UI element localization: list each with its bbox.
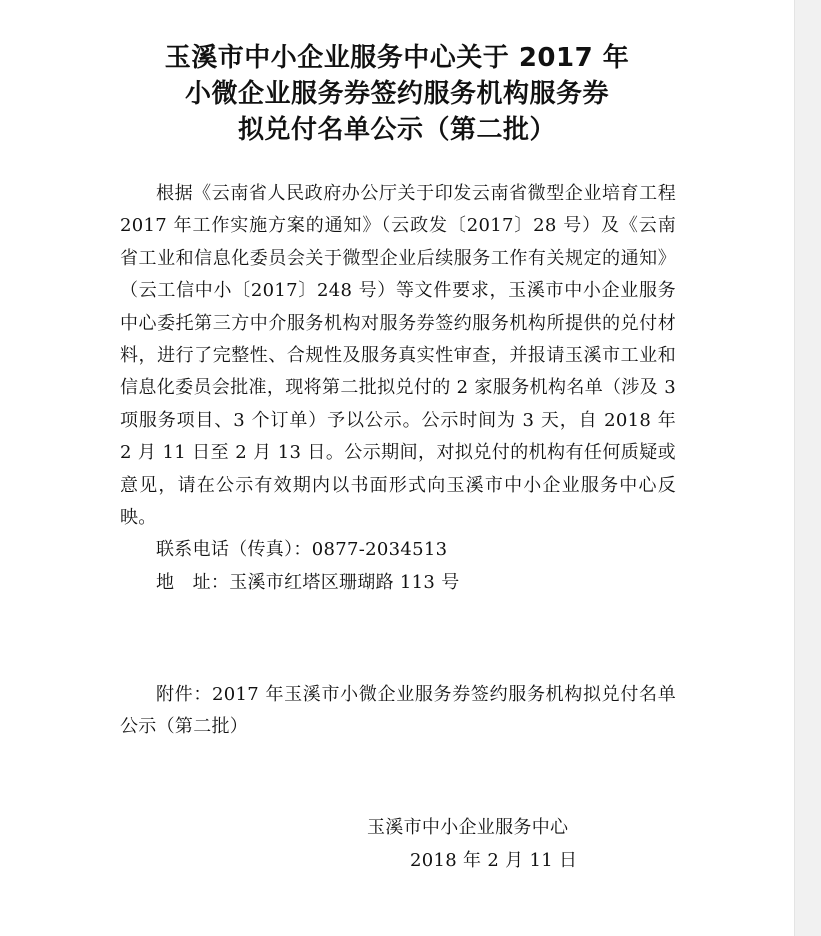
title-line-1: 玉溪市中小企业服务中心关于 2017 年 — [164, 43, 630, 73]
document-body — [120, 178, 676, 599]
scrollbar-track[interactable] — [794, 0, 821, 936]
signature-organization: 玉溪市中小企业服务中心 — [367, 817, 569, 838]
document-title — [100, 40, 694, 148]
contact-address: 地 址：玉溪市红塔区珊瑚路 113 号 — [156, 571, 460, 593]
title-line-3: 拟兑付名单公示（第二批） — [237, 115, 556, 145]
signature-date: 2018 年 2 月 11 日 — [410, 850, 578, 871]
main-paragraph: 根据《云南省人民政府办公厅关于印发云南省微型企业培育工程 2017 年工作实施方案的通知》（云政发〔2017〕28 号）及《云南省工业和信息化委员会关于微型企业后续服务工作有关规定的通知》（云工信中小〔2017〕248 号）等文件要求，玉溪市中小企业服务中心委托第三方中介服务机构对服务券签约服务机构所提供的兑付材料，进行了完整性、合规性及服务真实性审查，并报请玉溪市工业和信息化委员会批准，现将第二批拟兑付的 2 家服务机构名单（涉及 3 项服务项目、3 个订单）予以公示。公示时间为 3 天，自 2018 年 2 月 11 日至 2 月 13 日。公示期间，对拟兑付的机构有任何质疑或意见，请在公示有效期内以书面形式向玉溪市中小企业服务中心反映。 — [120, 183, 676, 529]
attachment-note: 附件：2017 年玉溪市小微企业服务券签约服务机构拟兑付名单公示（第二批） — [120, 684, 676, 738]
title-line-2: 小微企业服务券签约服务机构服务券 — [184, 79, 609, 109]
attachment-section — [120, 679, 676, 744]
contact-phone: 联系电话（传真）：0877-2034513 — [156, 539, 448, 561]
